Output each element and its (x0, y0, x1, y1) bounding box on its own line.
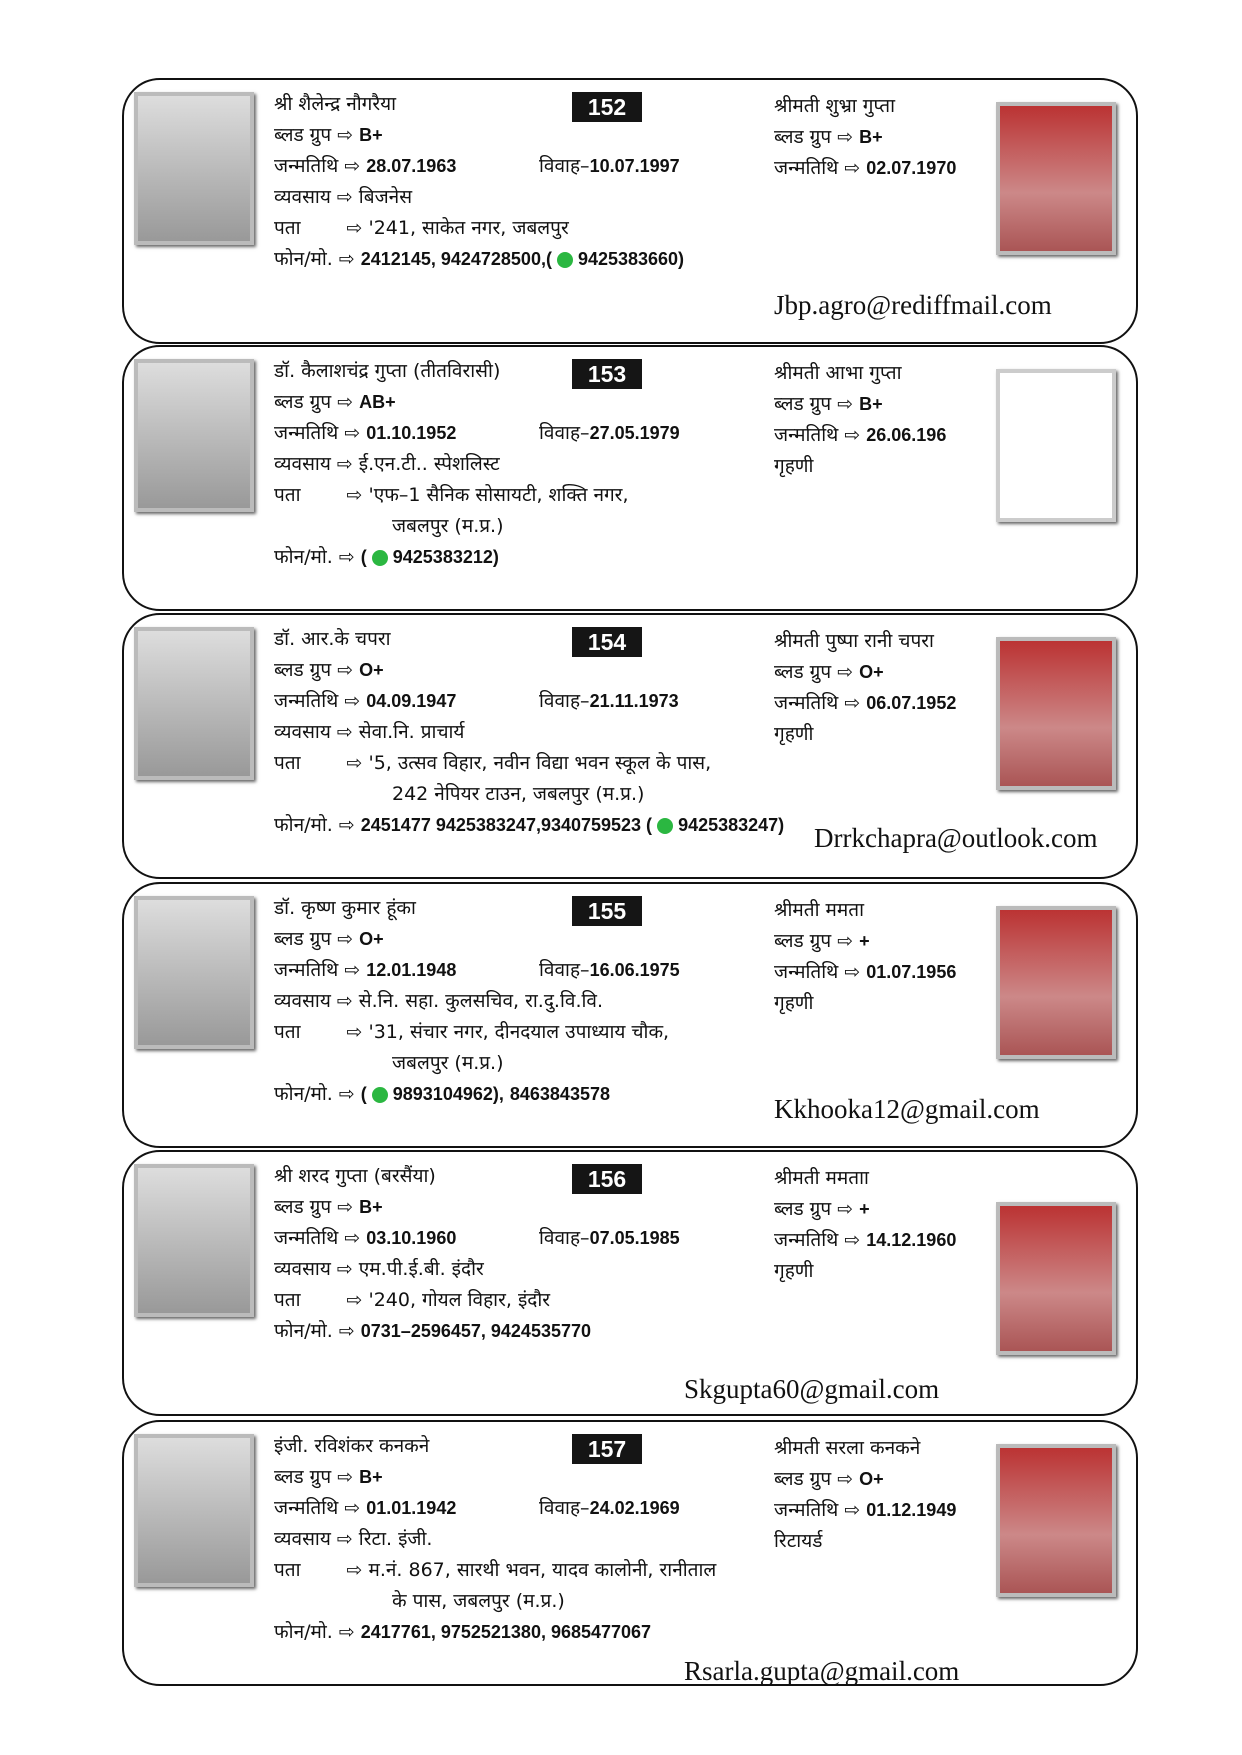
wife-blood-group-label: ब्लड ग्रुप (774, 661, 832, 683)
email-address[interactable]: Jbp.agro@rediffmail.com (774, 290, 1052, 320)
husband-dob-row (274, 1496, 456, 1520)
arrow-icon: ⇨ (844, 1499, 861, 1521)
arrow-icon: ⇨ (346, 217, 363, 239)
email-address[interactable]: Skgupta60@gmail.com (684, 1374, 940, 1404)
member-card (122, 345, 1138, 611)
husband-occupation-value: बिजनेस (358, 186, 413, 208)
arrow-icon: ⇨ (346, 1289, 363, 1311)
husband-blood-group-row (274, 1195, 383, 1219)
marriage-value: 27.05.1979 (589, 423, 680, 443)
husband-blood-group-label: ब्लड ग्रुप (274, 1196, 332, 1218)
husband-address-row (274, 216, 569, 240)
husband-occupation-row (274, 185, 412, 209)
husband-occupation-value: से.नि. सहा. कुलसचिव, रा.दु.वि.वि. (358, 990, 604, 1012)
husband-blood-group-value: O+ (359, 929, 384, 949)
husband-phone-label: फोन/मो. (274, 1320, 333, 1342)
husband-occupation-row (274, 989, 603, 1013)
marriage-label: विवाह– (539, 155, 590, 177)
husband-address-line2: जबलपुर (म.प्र.) (392, 1052, 504, 1074)
arrow-icon: ⇨ (346, 1559, 363, 1581)
wife-name: श्रीमती सरला कनकने (774, 1437, 921, 1459)
husband-occupation-value: सेवा.नि. प्राचार्य (358, 721, 465, 743)
arrow-icon: ⇨ (344, 155, 361, 177)
arrow-icon: ⇨ (844, 1229, 861, 1251)
wife-dob-value: 26.06.196 (866, 425, 947, 445)
husband-dob-row (274, 689, 456, 713)
wife-occupation: रिटायर्ड (774, 1530, 823, 1552)
arrow-icon: ⇨ (337, 928, 354, 950)
wife-dob-label: जन्मतिथि (774, 692, 839, 714)
wife-photo (996, 637, 1116, 790)
wife-dob-value: 01.12.1949 (866, 1500, 957, 1520)
member-number-badge: 152 (572, 92, 642, 122)
husband-occupation-label: व्यवसाय (274, 186, 331, 208)
wife-dob-value: 01.07.1956 (866, 962, 957, 982)
wife-dob-label: जन्मतिथि (774, 424, 839, 446)
wife-blood-group-label: ब्लड ग्रुप (774, 126, 832, 148)
whatsapp-number: 9425383247) (678, 815, 785, 835)
whatsapp-icon (372, 550, 388, 566)
marriage-date (539, 1226, 680, 1250)
wife-dob-row (774, 156, 956, 180)
husband-occupation-row (274, 1257, 484, 1281)
husband-address-value: '31, संचार नगर, दीनदयाल उपाध्याय चौक, (368, 1021, 670, 1043)
husband-photo (134, 359, 254, 512)
wife-dob-row (774, 691, 956, 715)
arrow-icon: ⇨ (844, 692, 861, 714)
husband-dob-value: 01.01.1942 (366, 1498, 457, 1518)
arrow-icon: ⇨ (837, 1198, 854, 1220)
wife-blood-group-value: B+ (859, 127, 883, 147)
whatsapp-icon (557, 252, 573, 268)
husband-address-label: पता (274, 484, 301, 506)
husband-occupation-value: ई.एन.टी.. स्पेशलिस्ट (358, 453, 500, 475)
husband-dob-row (274, 1226, 456, 1250)
marriage-date (539, 689, 679, 713)
email-address[interactable]: Rsarla.gupta@gmail.com (684, 1656, 960, 1686)
husband-photo (134, 627, 254, 780)
member-number-badge: 155 (572, 896, 642, 926)
husband-dob-label: जन्मतिथि (274, 155, 339, 177)
husband-dob-label: जन्मतिथि (274, 1227, 339, 1249)
marriage-value: 16.06.1975 (589, 960, 680, 980)
husband-photo (134, 1164, 254, 1317)
husband-blood-group-label: ब्लड ग्रुप (274, 928, 332, 950)
member-number-badge: 157 (572, 1434, 642, 1464)
husband-address-value: 'एफ–1 सैनिक सोसायटी, शक्ति नगर, (368, 484, 629, 506)
arrow-icon: ⇨ (346, 1021, 363, 1043)
arrow-icon: ⇨ (338, 1621, 355, 1643)
husband-dob-label: जन्मतिथि (274, 422, 339, 444)
husband-blood-group-value: B+ (359, 125, 383, 145)
member-number-badge: 153 (572, 359, 642, 389)
husband-occupation-label: व्यवसाय (274, 990, 331, 1012)
husband-dob-row (274, 958, 456, 982)
arrow-icon: ⇨ (837, 1468, 854, 1490)
husband-address-label: पता (274, 752, 301, 774)
husband-blood-group-row (274, 1465, 383, 1489)
husband-blood-group-label: ब्लड ग्रुप (274, 391, 332, 413)
phone-numbers: ( (360, 1084, 367, 1104)
phone-numbers: ( (360, 547, 367, 567)
husband-name: श्री शरद गुप्ता (बरसैंया) (274, 1165, 436, 1187)
member-card (122, 78, 1138, 344)
wife-blood-group-label: ब्लड ग्रुप (774, 1468, 832, 1490)
marriage-label: विवाह– (539, 959, 590, 981)
member-card (122, 882, 1138, 1148)
husband-occupation-value: रिटा. इंजी. (358, 1528, 433, 1550)
wife-dob-value: 06.07.1952 (866, 693, 957, 713)
husband-address-line2: जबलपुर (म.प्र.) (392, 515, 504, 537)
husband-phone-row (274, 545, 499, 569)
wife-photo (996, 1444, 1116, 1597)
wife-blood-group-value: + (859, 931, 870, 951)
whatsapp-icon (657, 818, 673, 834)
marriage-value: 24.02.1969 (589, 1498, 680, 1518)
husband-dob-value: 01.10.1952 (366, 423, 457, 443)
wife-blood-group-row (774, 1467, 884, 1491)
wife-dob-row (774, 423, 946, 447)
marriage-value: 10.07.1997 (589, 156, 680, 176)
wife-blood-group-value: O+ (859, 1469, 884, 1489)
husband-blood-group-row (274, 658, 384, 682)
arrow-icon: ⇨ (336, 721, 353, 743)
email-address[interactable]: Kkhooka12@gmail.com (774, 1094, 1040, 1124)
husband-dob-value: 28.07.1963 (366, 156, 457, 176)
husband-address-row (274, 483, 629, 507)
wife-dob-label: जन्मतिथि (774, 157, 839, 179)
husband-address-label: पता (274, 217, 301, 239)
phone-numbers: 2417761, 9752521380, 9685477067 (360, 1622, 652, 1642)
arrow-icon: ⇨ (344, 1497, 361, 1519)
husband-blood-group-label: ब्लड ग्रुप (274, 1466, 332, 1488)
husband-occupation-value: एम.पी.ई.बी. इंदौर (358, 1258, 484, 1280)
wife-dob-value: 02.07.1970 (866, 158, 957, 178)
husband-address-value: म.नं. 867, सारथी भवन, यादव कालोनी, रानीताल (368, 1559, 717, 1581)
wife-name: श्रीमती ममता (774, 899, 865, 921)
husband-address-value: '5, उत्सव विहार, नवीन विद्या भवन स्कूल के पास, (368, 752, 712, 774)
wife-name: श्रीमती आभा गुप्ता (774, 362, 902, 384)
wife-name: श्रीमती पुष्पा रानी चपरा (774, 630, 934, 652)
husband-blood-group-value: B+ (359, 1197, 383, 1217)
husband-dob-value: 12.01.1948 (366, 960, 457, 980)
husband-dob-label: जन्मतिथि (274, 959, 339, 981)
husband-address-row (274, 1020, 669, 1044)
arrow-icon: ⇨ (844, 157, 861, 179)
husband-occupation-label: व्यवसाय (274, 1528, 331, 1550)
husband-address-label: पता (274, 1559, 301, 1581)
husband-dob-value: 04.09.1947 (366, 691, 457, 711)
email-address[interactable]: Drrkchapra@outlook.com (814, 823, 1098, 853)
whatsapp-number: 9425383660) (577, 249, 685, 269)
husband-phone-row (274, 1620, 651, 1644)
marriage-label: विवाह– (539, 1227, 590, 1249)
arrow-icon: ⇨ (338, 546, 355, 568)
husband-phone-label: फोन/मो. (274, 248, 333, 270)
wife-dob-value: 14.12.1960 (866, 1230, 957, 1250)
arrow-icon: ⇨ (844, 424, 861, 446)
husband-dob-label: जन्मतिथि (274, 690, 339, 712)
husband-phone-label: फोन/मो. (274, 814, 333, 836)
wife-photo (996, 102, 1116, 255)
wife-dob-label: जन्मतिथि (774, 961, 839, 983)
wife-blood-group-label: ब्लड ग्रुप (774, 1198, 832, 1220)
husband-occupation-label: व्यवसाय (274, 1258, 331, 1280)
phone-numbers: 0731–2596457, 9424535770 (360, 1321, 592, 1341)
wife-photo (996, 906, 1116, 1059)
arrow-icon: ⇨ (337, 1196, 354, 1218)
husband-address-label: पता (274, 1021, 301, 1043)
whatsapp-icon (372, 1087, 388, 1103)
husband-blood-group-row (274, 927, 384, 951)
marriage-date (539, 1496, 680, 1520)
husband-blood-group-row (274, 123, 383, 147)
husband-occupation-row (274, 720, 464, 744)
wife-blood-group-row (774, 125, 883, 149)
phone-numbers: 2412145, 9424728500,( (360, 249, 552, 269)
husband-occupation-row (274, 452, 500, 476)
husband-phone-row (274, 247, 684, 271)
wife-photo (996, 369, 1116, 522)
arrow-icon: ⇨ (844, 961, 861, 983)
wife-blood-group-row (774, 929, 870, 953)
marriage-date (539, 958, 680, 982)
husband-phone-row (274, 813, 784, 837)
wife-blood-group-row (774, 660, 884, 684)
marriage-label: विवाह– (539, 690, 590, 712)
husband-phone-label: फोन/मो. (274, 1083, 333, 1105)
husband-address-line2: के पास, जबलपुर (म.प्र.) (392, 1590, 565, 1612)
arrow-icon: ⇨ (336, 186, 353, 208)
wife-dob-row (774, 1498, 956, 1522)
husband-occupation-row (274, 1527, 432, 1551)
husband-address-row (274, 751, 711, 775)
marriage-label: विवाह– (539, 1497, 590, 1519)
marriage-label: विवाह– (539, 422, 590, 444)
husband-name: डॉ. कैलाशचंद्र गुप्ता (तीतविरासी) (274, 360, 501, 382)
whatsapp-number: 9893104962), (392, 1084, 504, 1104)
whatsapp-number: 9425383212) (392, 547, 499, 567)
husband-dob-label: जन्मतिथि (274, 1497, 339, 1519)
husband-phone-label: फोन/मो. (274, 1621, 333, 1643)
wife-occupation: गृहणी (774, 1260, 814, 1282)
arrow-icon: ⇨ (837, 661, 854, 683)
husband-dob-row (274, 154, 456, 178)
arrow-icon: ⇨ (337, 659, 354, 681)
phone-numbers-extra: 8463843578 (509, 1084, 610, 1104)
arrow-icon: ⇨ (344, 1227, 361, 1249)
husband-occupation-label: व्यवसाय (274, 453, 331, 475)
arrow-icon: ⇨ (344, 422, 361, 444)
wife-blood-group-label: ब्लड ग्रुप (774, 930, 832, 952)
wife-blood-group-label: ब्लड ग्रुप (774, 393, 832, 415)
wife-blood-group-row (774, 1197, 870, 1221)
wife-blood-group-value: O+ (859, 662, 884, 682)
arrow-icon: ⇨ (346, 752, 363, 774)
marriage-date (539, 421, 680, 445)
husband-address-label: पता (274, 1289, 301, 1311)
husband-photo (134, 896, 254, 1049)
member-number-badge: 154 (572, 627, 642, 657)
arrow-icon: ⇨ (837, 393, 854, 415)
arrow-icon: ⇨ (837, 126, 854, 148)
husband-occupation-label: व्यवसाय (274, 721, 331, 743)
member-number-badge: 156 (572, 1164, 642, 1194)
husband-name: डॉ. कृष्ण कुमार हूंका (274, 897, 416, 919)
arrow-icon: ⇨ (337, 124, 354, 146)
husband-dob-value: 03.10.1960 (366, 1228, 457, 1248)
arrow-icon: ⇨ (338, 814, 355, 836)
member-card (122, 1420, 1138, 1686)
husband-blood-group-value: AB+ (359, 392, 396, 412)
wife-dob-row (774, 1228, 956, 1252)
marriage-value: 07.05.1985 (589, 1228, 680, 1248)
husband-blood-group-value: B+ (359, 1467, 383, 1487)
wife-name: श्रीमती शुभ्रा गुप्ता (774, 95, 896, 117)
husband-name: श्री शैलेन्द्र नौगरैया (274, 93, 397, 115)
husband-name: इंजी. रविशंकर कनकने (274, 1435, 430, 1457)
arrow-icon: ⇨ (336, 1528, 353, 1550)
wife-dob-label: जन्मतिथि (774, 1229, 839, 1251)
husband-address-row (274, 1288, 550, 1312)
wife-occupation: गृहणी (774, 992, 814, 1014)
wife-photo (996, 1202, 1116, 1355)
husband-address-line2: 242 नेपियर टाउन, जबलपुर (म.प्र.) (392, 783, 645, 805)
husband-phone-label: फोन/मो. (274, 546, 333, 568)
arrow-icon: ⇨ (338, 1083, 355, 1105)
husband-blood-group-label: ब्लड ग्रुप (274, 124, 332, 146)
wife-blood-group-row (774, 392, 883, 416)
husband-dob-row (274, 421, 456, 445)
husband-address-value: '241, साकेत नगर, जबलपुर (368, 217, 569, 239)
husband-blood-group-label: ब्लड ग्रुप (274, 659, 332, 681)
marriage-date (539, 154, 680, 178)
husband-name: डॉ. आर.के चपरा (274, 628, 391, 650)
wife-dob-row (774, 960, 956, 984)
arrow-icon: ⇨ (337, 391, 354, 413)
husband-blood-group-value: O+ (359, 660, 384, 680)
arrow-icon: ⇨ (336, 1258, 353, 1280)
arrow-icon: ⇨ (338, 1320, 355, 1342)
husband-phone-row (274, 1082, 610, 1106)
member-card (122, 613, 1138, 879)
arrow-icon: ⇨ (337, 1466, 354, 1488)
husband-phone-row (274, 1319, 591, 1343)
marriage-value: 21.11.1973 (589, 691, 679, 711)
arrow-icon: ⇨ (336, 990, 353, 1012)
wife-name: श्रीमती ममताा (774, 1167, 869, 1189)
wife-blood-group-value: + (859, 1199, 870, 1219)
arrow-icon: ⇨ (346, 484, 363, 506)
wife-dob-label: जन्मतिथि (774, 1499, 839, 1521)
arrow-icon: ⇨ (338, 248, 355, 270)
husband-address-value: '240, गोयल विहार, इंदौर (368, 1289, 551, 1311)
member-card (122, 1150, 1138, 1416)
husband-address-row (274, 1558, 716, 1582)
arrow-icon: ⇨ (336, 453, 353, 475)
wife-blood-group-value: B+ (859, 394, 883, 414)
husband-photo (134, 1434, 254, 1587)
phone-numbers: 2451477 9425383247,9340759523 ( (360, 815, 653, 835)
wife-occupation: गृहणी (774, 455, 814, 477)
husband-photo (134, 92, 254, 245)
husband-blood-group-row (274, 390, 396, 414)
arrow-icon: ⇨ (344, 690, 361, 712)
wife-occupation: गृहणी (774, 723, 814, 745)
arrow-icon: ⇨ (344, 959, 361, 981)
arrow-icon: ⇨ (837, 930, 854, 952)
